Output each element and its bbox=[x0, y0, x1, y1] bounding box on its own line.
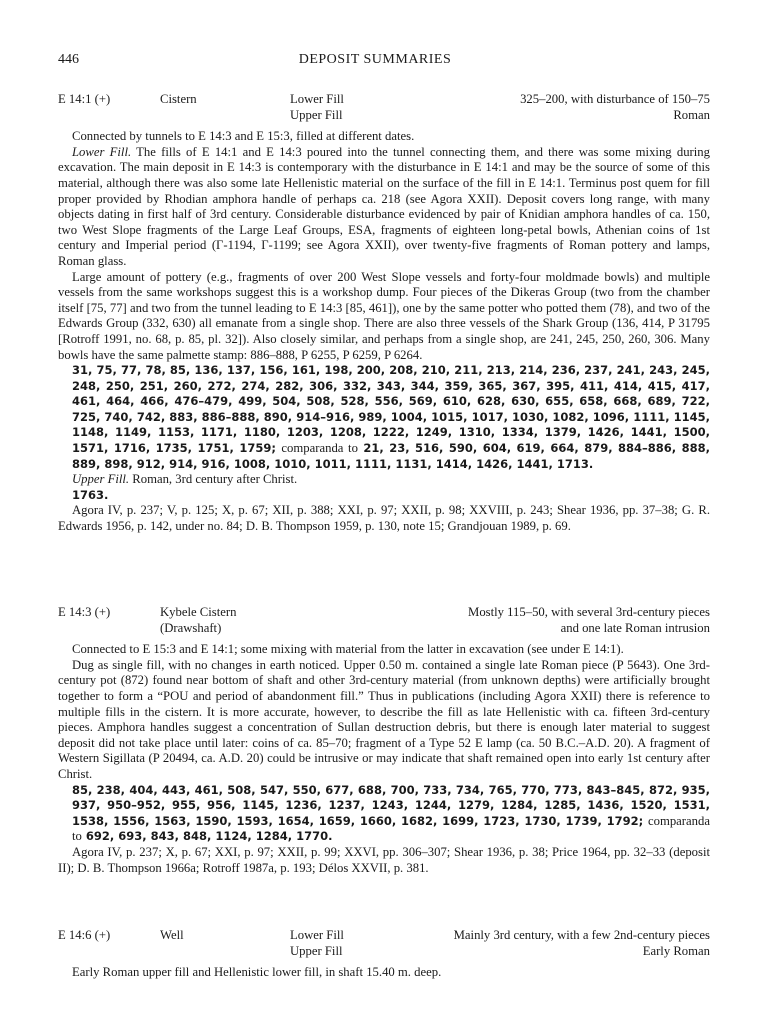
deposit-id: E 14:6 (+) bbox=[58, 928, 111, 942]
date-range-upper: Roman bbox=[673, 107, 710, 122]
running-header bbox=[40, 52, 710, 70]
deposit-entry-e14-3 bbox=[58, 605, 710, 876]
pottery-paragraph: Large amount of pottery (e.g., fragments of over 200 West Slope vessels and forty-four moldmade bowls) and multiple vessels from the same workshops suggest this is a workshop dump. Four pieces of the Dikeras Group (two from the chamber itself [75, 77] and two from the tunnel leading to E 14:3 [85, 461]), one by the same potter who potted them (78), and two of the Edwards Group (332, 630) all emanate from a single shop. There are also three vessels of the Shark Group (136, 414, P 31795 [Rotroff 1991, no. 68, p. 85, pl. 32]). Also closely similar, and perhaps from a single shop, are 241, 245, 250, 260, 306. Many bowls have the same palmette stamp: 886–888, P 6255, P 6259, P 6264. bbox=[58, 269, 710, 362]
date-range-note: and one late Roman intrusion bbox=[560, 620, 710, 635]
date-range-lower: Mainly 3rd century, with a few 2nd-century pieces bbox=[453, 928, 710, 942]
lower-fill-label: Lower Fill. bbox=[72, 144, 132, 159]
deposit-intro: Connected by tunnels to E 14:3 and E 15:3, filled at different dates. bbox=[72, 129, 415, 144]
deposit-id: E 14:1 (+) bbox=[58, 92, 111, 106]
deposit-id: E 14:3 (+) bbox=[58, 605, 111, 619]
date-range-upper: Early Roman bbox=[642, 943, 710, 958]
deposit-entry-e14-6 bbox=[58, 928, 710, 981]
comparanda-label: comparanda to bbox=[72, 813, 710, 844]
references: Agora IV, p. 237; V, p. 125; X, p. 67; XII, p. 388; XXI, p. 97; XXII, p. 98; XXVIII, p. 243; Shear 1936, pp. 37–38; G. R. Edwards 1956, p. 142, under no. 84; D. B. Thompson 1959, p. 130, note 15; Grandjouan 1989, p. 69. bbox=[58, 503, 710, 534]
fill-label-lower: Lower Fill bbox=[290, 928, 344, 942]
lower-fill-paragraph bbox=[58, 145, 710, 270]
fill-label-upper: Upper Fill bbox=[290, 107, 343, 122]
references: Agora IV, p. 237; X, p. 67; XXI, p. 97; XXII, p. 99; XXVI, pp. 306–307; Shear 1936, p. 38; Price 1964, pp. 32–33 (deposit II); D. B. Thompson 1966a; Rotroff 1987a, p. 193; Délos XXVII, p. 381. bbox=[58, 844, 710, 875]
deposit-intro: Early Roman upper fill and Hellenistic lower fill, in shaft 15.40 m. deep. bbox=[72, 965, 442, 980]
date-range-main: Mostly 115–50, with several 3rd-century pieces bbox=[468, 605, 710, 619]
catalogue-list bbox=[58, 363, 710, 472]
deposit-type: Kybele Cistern bbox=[160, 605, 237, 619]
deposit-type: Cistern bbox=[160, 92, 197, 106]
deposit-type: Well bbox=[160, 928, 184, 942]
fill-label-upper: Upper Fill bbox=[290, 943, 343, 958]
comparanda-numbers: 21, 23, 516, 590, 604, 619, 664, 879, 884–886, 888, 889, 898, 912, 914, 916, 1008, 1010, 1011, 1111, 1131, 1414, 1426, 1441, 1713. bbox=[72, 441, 710, 471]
page-title: DEPOSIT SUMMARIES bbox=[298, 52, 452, 67]
deposit-entry-e14-1 bbox=[58, 92, 710, 535]
upper-fill-text: Roman, 3rd century after Christ. bbox=[132, 472, 298, 487]
comparanda-numbers: 692, 693, 843, 848, 1124, 1284, 1770. bbox=[85, 829, 333, 844]
catalogue-list bbox=[58, 783, 710, 845]
upper-fill-paragraph bbox=[58, 472, 710, 488]
lower-fill-text: The fills of E 14:1 and E 14:3 poured into the tunnel connecting them, and there was some mixing during excavation. The main deposit in E 14:3 is contemporary with the disturbance in E 14:1 and may be the source of some of this material, although there was also some late Hellenistic material on the surface of the fill in E 14:1. Terminus post quem for fill proper provided by Rhodian amphora handle of perhaps ca. 218 (see Agora XXII). Deposit covers long range, with many objects dating in first half of 3rd century. Considerable disturbance evidenced by pair of Knidian amphora handles of ca. 150, two West Slope fragments of the Large Leaf Groups, ESA, fragments of eighteen long-petal bowls, Athenian coins of 1st century and Imperial period (Γ-1194, Γ-1199; see Agora XXII), over twenty-five fragments of Roman pottery and lamps, Roman glass. bbox=[58, 144, 710, 268]
upper-fill-label: Upper Fill. bbox=[72, 472, 130, 487]
catalogue-numbers: 31, 75, 77, 78, 85, 136, 137, 156, 161, 198, 200, 208, 210, 211, 213, 214, 236, 237, 241, 243, 245, 248, 250, 251, 260, 272, 274, 282, 306, 332, 343, 344, 359, 365, 367, 395, 411, 414, 415, 417, 461, 464, 466, 476–479, 499, 504, 508, 528, 556, 569, 610, 628, 630, 655, 658, 668, 689, 722, 725, 740, 742, 883, 886–888, 890, 914–916, 989, 1004, 1015, 1017, 1030, 1082, 1096, 1111, 1145, 1148, 1149, 1153, 1171, 1180, 1203, 1208, 1222, 1249, 1310, 1334, 1379, 1426, 1441, 1500, 1571, 1716, 1735, 1751, 1759; bbox=[72, 363, 710, 456]
deposit-intro: Connected to E 15:3 and E 14:1; some mixing with material from the latter in excavation (see under E 14:1). bbox=[72, 642, 624, 657]
comparanda-label: comparanda to bbox=[281, 441, 358, 456]
date-range-lower: 325–200, with disturbance of 150–75 bbox=[520, 92, 710, 106]
deposit-text: Dug as single fill, with no changes in earth noticed. Upper 0.50 m. contained a single late Roman piece (P 5643). One 3rd-century pot (872) found near bottom of shaft and other 3rd-century material (from unknown depths) were artificially brought together to form a “POU and period of abandonment fill.” Thus in publications (including Agora XXII) there is reference to multiple fills in the cistern. It is more accurate, however, to describe the fill as late Hellenistic with ca. fifteen 3rd-century pieces. Amphora handles suggest a concentration of Sullan destruction debris, but there is enough later material to suggest deposit did not take place until later: coins of ca. 85–70; fragment of a Type 52 E lamp (ca. 50 B.C.–A.D. 20). A fragment of Western Sigillata (P 20494, ca. A.D. 20) could be intrusive or may indicate that shaft remained open into early 1st century after Christ. bbox=[58, 657, 710, 781]
page-number: 446 bbox=[58, 52, 79, 67]
deposit-type-detail: (Drawshaft) bbox=[160, 620, 222, 635]
catalogue-numbers: 85, 238, 404, 443, 461, 508, 547, 550, 677, 688, 700, 733, 734, 765, 770, 773, 843–845, 872, 935, 937, 950–952, 955, 956, 1145, 1236, 1237, 1243, 1244, 1279, 1284, 1285, 1436, 1520, 1531, 1538, 1556, 1563, 1590, 1593, 1654, 1659, 1660, 1682, 1699, 1723, 1730, 1739, 1792; bbox=[72, 782, 710, 828]
fill-label-lower: Lower Fill bbox=[290, 92, 344, 106]
upper-catalogue: 1763. bbox=[72, 487, 109, 502]
